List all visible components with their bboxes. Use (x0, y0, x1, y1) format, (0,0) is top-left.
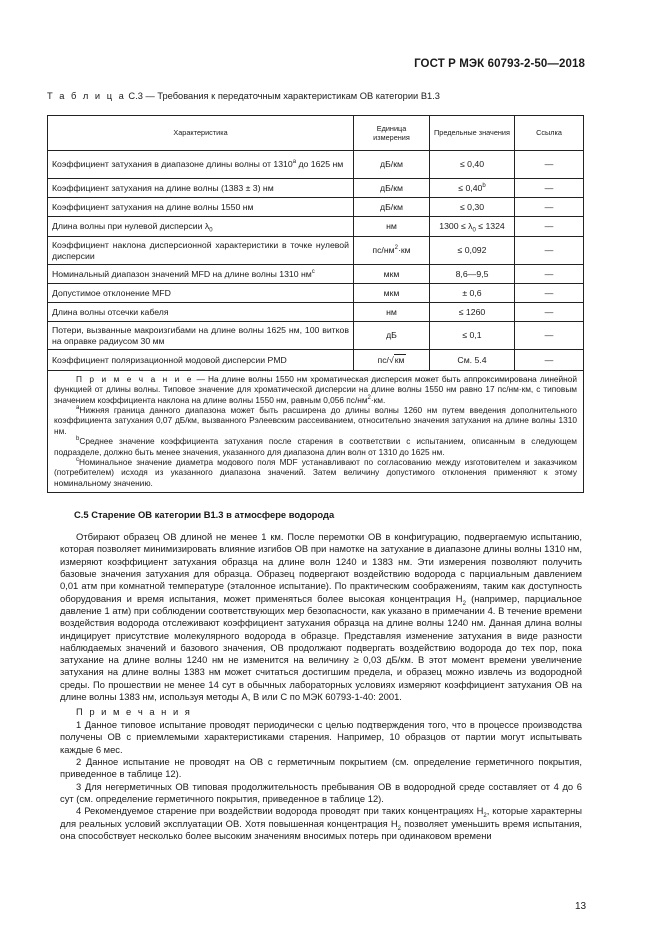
row-unit: дБ/км (354, 198, 430, 217)
note-2: 2 Данное испытание не проводят на ОВ с герметичным покрытием (см. определение герметичного покрытия, приведенное в таблице 12). (60, 755, 582, 780)
column-header-limit: Предельные значения (430, 116, 515, 151)
column-header-unit: Единица измерения (354, 116, 430, 151)
row-unit: дБ (354, 322, 430, 350)
column-header-reference: Ссылка (515, 116, 584, 151)
row-unit: нм (354, 217, 430, 237)
row-unit: дБ/км (354, 179, 430, 198)
row-unit: нм (354, 303, 430, 322)
row-characteristic: Коэффициент затухания на длине волны 1550 нм (48, 198, 354, 217)
row-characteristic: Допустимое отклонение MFD (48, 284, 354, 303)
table-row (48, 265, 584, 284)
note-3: 3 Для негерметичных ОВ типовая продолжительность пребывания ОВ в водородной среде составляет от 4 до 6 сут (см. определение герметичного покрытия, приведенное в таблице 12). (60, 780, 582, 804)
row-value: ≤ 0,40$^b$ (430, 179, 515, 198)
table-caption-number: С.3 (128, 91, 143, 101)
row-reference: — (515, 350, 584, 371)
row-value: ≤ 0,1 (430, 322, 515, 350)
row-value: ≤ 1260 (430, 303, 515, 322)
row-value: ≤ 0,092 (430, 237, 515, 265)
row-characteristic: Коэффициент поляризационной модовой дисперсии PMD (48, 350, 354, 371)
row-reference: — (515, 237, 584, 265)
row-value: См. 5.4 (430, 350, 515, 371)
row-characteristic: Номинальный диапазон значений MFD на длине волны 1310 $нм^c$ (48, 265, 354, 284)
table-notes: П р и м е ч а н и е — На длине волны 1550 нм хроматическая дисперсия может быть аппроксимирована линейной функцией от длины волны. Типовое значение для хроматической дисперсии на длине волны 1550 нм равно 17 пс/нм·км, с типовым значением коэффициента наклона на длине волны 1550 нм, равным 0,056 $пс/нм^2\cdot км$. $^a$Нижняя граница данного диапазона может быть расширена до длины волны 1260 нм путем введения дополнительного коэффициента затухания 0,07 дБ/км, вызванного Рэлеевским рассеиванием, относительно значения затухания на длине волны 1310 нм. $^b$Среднее значение коэффициента затухания после старения в соответствии с испытанием, описанным в следующем подразделе, должно быть менее значения, указанного для диапазона длин волн от 1310 до 1625 нм. $^c$Номинальное значение диаметра модового поля MDF устанавливают по согласованию между изготовителем и заказчиком (потребителем) исходя из указанного диапазона значений. Затем величину допустимого отклонения применяют к этому номинальному значению. (48, 371, 584, 493)
row-value: $1300 \le \lambda_0 \le 1324$ (430, 217, 515, 237)
notes-title: П р и м е ч а н и я (76, 706, 192, 717)
row-unit: дБ/км (354, 151, 430, 179)
row-unit: $пс/нм^2\cdot км$ (354, 237, 430, 265)
table-caption-text: — Требования к передаточным характеристикам ОВ категории В1.3 (145, 91, 440, 101)
table-row (48, 303, 584, 322)
table-row (48, 151, 584, 179)
row-unit: пс/√км (354, 350, 430, 371)
row-reference: — (515, 217, 584, 237)
row-reference: — (515, 265, 584, 284)
row-reference: — (515, 322, 584, 350)
section-title: С.5 Старение ОВ категории В1.3 в атмосфере водорода (74, 509, 335, 520)
table-row (48, 284, 584, 303)
column-header-characteristic: Характеристика (48, 116, 354, 151)
row-reference: — (515, 179, 584, 198)
page-number: 13 (575, 901, 587, 912)
table-row (48, 217, 584, 237)
row-reference: — (515, 284, 584, 303)
row-characteristic: Длина волны при нулевой дисперсии $\lambda_0$ (48, 217, 354, 237)
row-reference: — (515, 198, 584, 217)
row-value: ≤ 0,40 (430, 151, 515, 179)
row-characteristic: Потери, вызванные макроизгибами на длине волны 1625 нм, 100 витков на оправке радиусом 30 мм (48, 322, 354, 350)
row-characteristic: Коэффициент наклона дисперсионной характеристики в точке нулевой дисперсии (48, 237, 354, 265)
row-characteristic: Коэффициент затухания в диапазоне длины волны от 1310$^a$ до 1625 нм (48, 151, 354, 179)
table-caption (47, 91, 440, 101)
row-unit: мкм (354, 265, 430, 284)
row-characteristic: Коэффициент затухания на длине волны (1383 ± 3) нм (48, 179, 354, 198)
row-value: 8,6—9,5 (430, 265, 515, 284)
row-reference: — (515, 151, 584, 179)
row-unit: мкм (354, 284, 430, 303)
table-row (48, 322, 584, 350)
row-characteristic: Длина волны отсечки кабеля (48, 303, 354, 322)
table-caption-lead: Т а б л и ц а (47, 91, 126, 101)
table-row (48, 179, 584, 198)
note-1: 1 Данное типовое испытание проводят периодически с целью подтверждения того, что в процессе производства получены ОВ с приемлемыми характеристиками старения. Например, 10 образцов от партии могут испытывать каждые 6 мес. (60, 719, 582, 755)
table-row (48, 198, 584, 217)
table-row (48, 350, 584, 371)
sqrt-symbol: √км (388, 354, 405, 365)
table-notes-row (48, 371, 584, 493)
row-value: ± 0,6 (430, 284, 515, 303)
section-paragraph: Отбирают образец ОВ длиной не менее 1 км. После перемотки ОВ в конфигурацию, подвергаемую испытанию, которая позволяет минимизировать влияние изгибов ОВ при намотке на затухание в диапазоне длины волны 1310 нм, измеряют коэффициент затухания образца на длине волн 1240 и 1383 нм. Эти измерения позволяют получить базовые значения затухания для образца. Образец подвергают воздействию водорода с парциальным давлением 0,01 атм при комнатной температуре (эталонное испытание). По практическим соображениям, таким как доступность оборудования и время испытания, может применяться более высокая концентрация $H_2$ (например, парциальное давление 1 атм) при соблюдении соответствующих мер безопасности, как указано в примечании 4. В течение времени воздействия водорода отслеживают коэффициент затухания образца на длине волны 1240 нм. Данная длина волны индицирует присутствие молекулярного водорода в образце. Представляя изменение затухания в виде разности наблюдаемых значений и базового значения, ОВ продолжают подвергать воздействию водорода до тех пор, пока затухание на длине волны 1240 нм не изменится на величину ≥ 0,03 дБ/км. В этот момент времени увеличение затухания на длине волны 1383 нм может считаться достигшим предела, и образец можно извлечь из водородной среды. По прошествии не менее 14 сут в обычных лабораторных условиях измеряют коэффициент затухания ОВ на длине волны 1383 нм, используя методы А, В или С по МЭК 60793-1-40: 2001. (60, 531, 583, 703)
row-value: ≤ 0,30 (430, 198, 515, 217)
row-reference: — (515, 303, 584, 322)
requirements-table (47, 115, 584, 493)
table-row (48, 237, 584, 265)
table-header-row (48, 116, 584, 151)
note-4: 4 Рекомендуемое старение при воздействии водорода проводят при таких концентрациях $H_2$, которые характерны для реальных условий эксплуатации ОВ. Хотя повышенная концентрация $H_2$ позволяет уменьшить время испытания, она способствует несколько более высоким значениям вносимых потерь при одинаковом времени (60, 805, 582, 841)
section-notes (60, 719, 582, 842)
document-header: ГОСТ Р МЭК 60793-2-50—2018 (414, 58, 585, 70)
